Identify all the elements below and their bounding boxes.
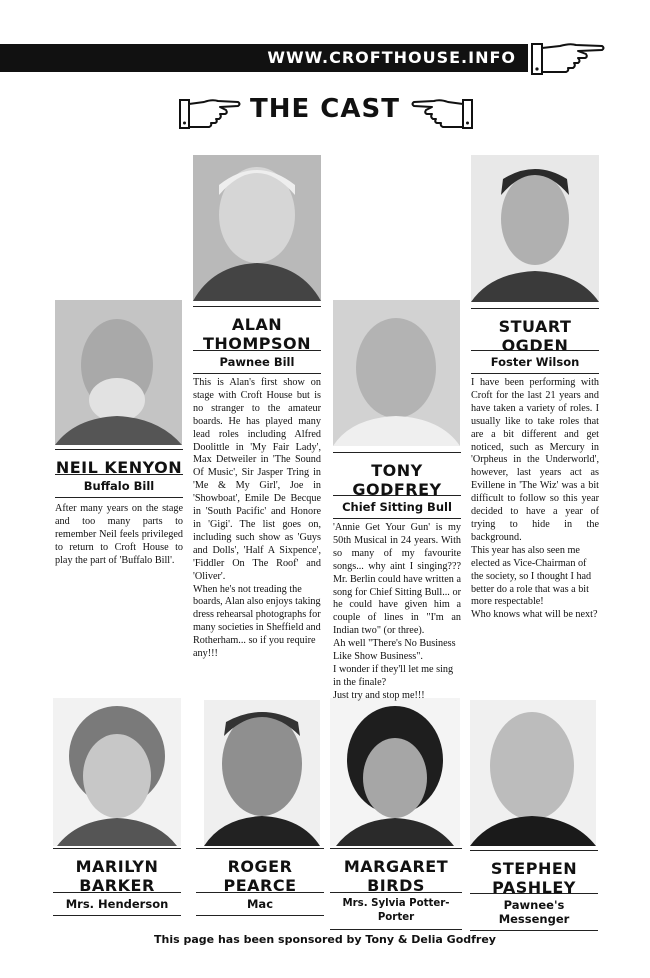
stephen-pashley-role: Pawnee's Messenger <box>470 893 598 931</box>
neil-kenyon-bio <box>55 503 183 568</box>
stuart-ogden-photo <box>471 155 599 302</box>
page-title: THE CAST <box>250 94 400 124</box>
roger-pearce-role: Mac <box>196 892 324 916</box>
bio-paragraph: Just try and stop me!!! <box>333 689 425 701</box>
stuart-ogden-name <box>471 308 599 355</box>
marilyn-barker-name <box>53 848 181 895</box>
name-line: PEARCE <box>223 876 297 895</box>
bio-paragraph: Who knows what will be next? <box>471 609 598 621</box>
stephen-pashley-photo <box>470 700 596 846</box>
name-line: STEPHEN <box>490 859 578 878</box>
stephen-pashley-name <box>470 850 598 897</box>
website-banner <box>0 44 528 72</box>
margaret-birds-name <box>330 848 462 895</box>
neil-kenyon-photo <box>55 300 182 445</box>
name-line: BARKER <box>79 876 155 895</box>
tony-godfrey-bio <box>333 522 461 703</box>
bio-paragraph: I have been performing with Croft for the last 21 years and have taken a variety of roles. I usually like to take roles that are a bit different and get noticed, such as Mercury in 'Orpheus in the Underworld', however, last years act as Evillene in 'The Wiz' was a bit difficult to follow so this year decided to have a year of trying to hide in the background. <box>471 377 599 543</box>
alan-thompson-bio <box>193 377 321 661</box>
pointing-hand-icon <box>530 40 606 78</box>
bio-paragraph: 'Annie Get Your Gun' is my 50th Musical in 24 years. With so many of my favourite songs... why aint I singing??? Mr. Berlin could have written a song for Chief Sitting Bull... or he could have given him a couple of lines in "I'm an Indian two" (or three). <box>333 522 461 637</box>
margaret-birds-photo <box>330 698 460 846</box>
name-line: MARGARET <box>343 857 449 876</box>
tony-godfrey-photo <box>333 300 460 446</box>
name-line: MARILYN <box>75 857 159 876</box>
margaret-birds-role: Mrs. Sylvia Potter-Porter <box>330 892 462 930</box>
name-line: STUART <box>498 317 572 336</box>
website-url[interactable]: WWW.CROFTHOUSE.INFO <box>267 48 516 67</box>
name-line: BIRDS <box>367 876 425 895</box>
roger-pearce-name <box>196 848 324 895</box>
marilyn-barker-photo <box>53 698 181 846</box>
bio-paragraph: Ah well "There's No Business Like Show Business". <box>333 638 456 663</box>
alan-thompson-photo <box>193 155 321 301</box>
name-line: ROGER <box>227 857 293 876</box>
tony-godfrey-role: Chief Sitting Bull <box>333 495 461 519</box>
bio-paragraph: I wonder if they'll let me sing in the finale? <box>333 663 454 688</box>
name-line: ALAN <box>231 315 283 334</box>
bio-paragraph: After many years on the stage and too many parts to remember Neil feels privileged to return to Croft House to play the part of 'Buffalo Bill'. <box>55 503 183 566</box>
roger-pearce-photo <box>204 700 320 846</box>
name-line: TONY <box>371 461 423 480</box>
neil-kenyon-role: Buffalo Bill <box>55 474 183 498</box>
alan-thompson-name <box>193 306 321 353</box>
bio-paragraph: When he's not treading the boards, Alan also enjoys taking dress rehearsal photographs for many societies in Sheffield and Rotherham... so if you require any!!! <box>193 583 321 660</box>
name-line: NEIL KENYON <box>55 458 183 477</box>
bio-paragraph: This is Alan's first show on stage with Croft House but is no stranger to the amateur boards. He has played many lead roles including Alfred Doolittle in 'My Fair Lady', Max Detweiler in 'The Sound Of Music', Sir Jasper Tring in 'Me & My Girl', Joe in 'Showboat', Emile De Becque in 'South Pacific' and Honore in 'Gigi'. The list goes on, including such show as 'Guys and Dolls', 'Half A Sixpence', 'Fiddler On The Roof' and 'Oliver'. <box>193 377 321 582</box>
sponsor-footer: This page has been sponsored by Tony & Delia Godfrey <box>154 933 496 946</box>
name-line: THOMPSON <box>202 334 312 353</box>
name-line: GODFREY <box>352 480 442 499</box>
name-line: PASHLEY <box>492 878 576 897</box>
alan-thompson-role: Pawnee Bill <box>193 350 321 374</box>
stuart-ogden-role: Foster Wilson <box>471 350 599 374</box>
bio-paragraph: This year has also seen me elected as Vice-Chairman of the society, so I thought I had better do a role that was a bit more respectable! <box>471 544 592 608</box>
tony-godfrey-name <box>333 452 461 499</box>
stuart-ogden-bio <box>471 377 599 622</box>
marilyn-barker-role: Mrs. Henderson <box>53 892 181 916</box>
name-line: OGDEN <box>501 336 569 355</box>
neil-kenyon-name <box>55 449 183 477</box>
